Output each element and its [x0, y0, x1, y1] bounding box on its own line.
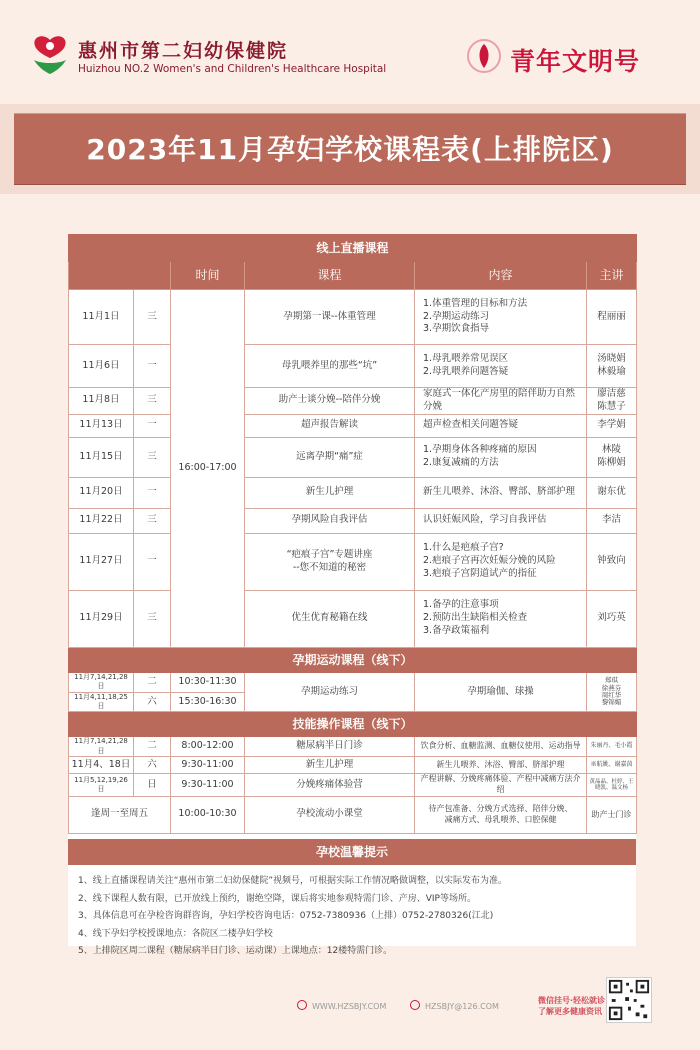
course-cell: 孕校流动小课堂 — [245, 796, 415, 833]
section-title-exercise: 孕期运动课程（线下） — [69, 647, 637, 672]
time-cell: 8:00-12:00 — [171, 737, 245, 757]
weekday-cell: 二 — [134, 672, 171, 692]
table-row — [69, 414, 637, 437]
date-cell: 11月4、18日 — [69, 757, 134, 774]
content-cell: 待产包准备、分娩方式选择、陪伴分娩、 减痛方式、母乳喂养、口腔保健 — [415, 796, 587, 833]
content-line: 1.母乳喂养常见误区 — [423, 353, 509, 365]
weekday-cell: 三 — [134, 388, 171, 415]
speaker-cell: 李洁 — [587, 508, 637, 533]
weekday-cell: 六 — [134, 757, 171, 774]
content-cell: 孕期瑜伽、球操 — [415, 672, 587, 712]
date-cell: 11月4,11,18,25日 — [69, 692, 134, 712]
time-cell: 9:30-11:00 — [171, 774, 245, 797]
weekday-cell: 一 — [134, 414, 171, 437]
tips-title: 孕校温馨提示 — [68, 839, 636, 865]
header-course: 课程 — [245, 262, 415, 290]
speaker-cell: 李学娟 — [587, 414, 637, 437]
content-line: 1.备孕的注意事项 — [423, 599, 499, 611]
weekday-cell: 一 — [134, 345, 171, 388]
course-cell: 助产士谈分娩--陪伴分娩 — [245, 388, 415, 415]
content-line: 3.孕期饮食指导 — [423, 323, 490, 335]
footer-slogan-2: 了解更多健康资讯 — [538, 1007, 602, 1016]
table-row — [69, 477, 637, 508]
header-time: 时间 — [171, 262, 245, 290]
table-row — [69, 796, 637, 833]
course-cell: 分娩疼痛体验营 — [245, 774, 415, 797]
header-speaker: 主讲 — [587, 262, 637, 290]
table-header-row — [69, 262, 637, 290]
weekday-cell: 三 — [134, 437, 171, 477]
content-cell — [415, 414, 587, 437]
content-line: 1.体重管理的目标和方法 — [423, 297, 528, 309]
table-row — [69, 508, 637, 533]
date-cell: 11月29日 — [69, 590, 134, 647]
header — [0, 0, 700, 95]
content-cell — [415, 533, 587, 590]
web-icon — [297, 1000, 307, 1010]
header-content: 内容 — [415, 262, 587, 290]
content-cell — [415, 477, 587, 508]
speaker-cell: 郑琪 徐燕芬 周红华 黎锦媚 — [587, 672, 637, 712]
tip-item: 4、线下孕妇学校授课地点：各院区二楼孕妇学校 — [78, 928, 273, 939]
table-row — [69, 533, 637, 590]
date-cell: 11月6日 — [69, 345, 134, 388]
content-line: 1.孕期身体各种疼痛的原因 — [423, 444, 537, 456]
course-cell: 母乳喂养里的那些“坑” — [245, 345, 415, 388]
date-cell: 11月15日 — [69, 437, 134, 477]
footer-email[interactable]: HZSBJY@126.COM — [425, 1002, 499, 1011]
section-row-online — [69, 235, 637, 262]
table-row — [69, 345, 637, 388]
speaker-cell: 谢东优 — [587, 477, 637, 508]
footer — [0, 996, 700, 1050]
tip-item: 1、线上直播课程请关注“惠州市第二妇幼保健院”视频号，可根据实际工作情况略做调整，以实际发布为准。 — [78, 876, 508, 886]
footer-website[interactable]: WWW.HZSBJY.COM — [312, 1002, 387, 1011]
weekday-cell: 日 — [134, 774, 171, 797]
date-cell: 11月5,12,19,26日 — [69, 774, 134, 797]
table-row — [69, 672, 637, 692]
hospital-name-cn: 惠州市第二妇幼保健院 — [78, 40, 289, 62]
date-cell: 11月1日 — [69, 290, 134, 345]
tip-item: 3、具体信息可在孕检咨询群咨询，孕妇学校咨询电话：0752-7380936（上排）0752-2780326(江北) — [78, 911, 494, 921]
speaker-cell: 黄晶晶、杜婷、王晓凯、温文杨 — [587, 774, 637, 797]
course-cell: 新生儿护理 — [245, 477, 415, 508]
page-title: 2023年11月孕妇学校课程表(上排院区) — [86, 133, 614, 166]
table-row — [69, 437, 637, 477]
time-cell: 9:30-11:00 — [171, 757, 245, 774]
hospital-logo-icon — [30, 32, 70, 76]
time-cell: 10:30-11:30 — [171, 672, 245, 692]
weekday-cell: 三 — [134, 290, 171, 345]
hospital-name-en: Huizhou NO.2 Women's and Children's Healthcare Hospital — [78, 63, 387, 75]
course-cell: 超声报告解读 — [245, 414, 415, 437]
speaker-cell: 汤晓娟 林毅瑜 — [587, 345, 637, 388]
weekday-cell: 三 — [134, 590, 171, 647]
content-line: 2.预防出生缺陷相关检查 — [423, 612, 528, 624]
content-line: 认识妊娠风险，学习自我评估 — [423, 514, 547, 526]
content-line: 2.母乳喂养问题答疑 — [423, 366, 509, 377]
content-line: 2.孕期运动练习 — [423, 310, 490, 322]
speaker-cell: 廖洁慈 陈慧子 — [587, 388, 637, 415]
course-cell: 孕期第一课--体重管理 — [245, 290, 415, 345]
mail-icon — [410, 1000, 420, 1010]
weekday-cell: 二 — [134, 737, 171, 757]
content-cell: 产程讲解、分娩疼痛体验、产程中减痛方法介绍 — [415, 774, 587, 797]
header-date — [69, 262, 171, 290]
time-cell: 16:00-17:00 — [171, 290, 245, 648]
schedule-card — [68, 234, 636, 956]
content-line: 3.备孕政策福利 — [423, 625, 490, 637]
title-band — [0, 104, 700, 194]
date-cell: 11月7,14,21,28日 — [69, 672, 134, 692]
content-line: 1.什么是疤痕子宫? — [423, 542, 504, 554]
content-line: 新生儿喂养、沐浴、臀部、脐部护理 — [423, 486, 576, 498]
tip-item: 5、上排院区周二课程（糖尿病半日门诊、运动课）上课地点：12楼特需门诊。 — [78, 946, 393, 956]
content-cell — [415, 290, 587, 345]
speaker-cell: 助产士门诊 — [587, 796, 637, 833]
section-title-skills: 技能操作课程（线下） — [69, 712, 637, 737]
tips-section — [68, 839, 636, 961]
content-line: 2.康复减痛的方法 — [423, 457, 499, 469]
content-line: 2.疤痕子宫再次妊娠分娩的风险 — [423, 555, 556, 567]
content-line: 超声检查相关问题答疑 — [423, 419, 519, 431]
table-row — [69, 774, 637, 797]
date-cell: 11月20日 — [69, 477, 134, 508]
tip-item: 2、线下课程人数有限，已开放线上预约，谢绝空降，课后将实地参观特需门诊、产房、VIP等场所。 — [78, 893, 476, 904]
brand-title: 青年文明号 — [510, 47, 641, 76]
table-row — [69, 737, 637, 757]
speaker-cell: 程丽丽 — [587, 290, 637, 345]
speaker-cell: 林陵 陈柳娟 — [587, 437, 637, 477]
content-cell: 新生儿喂养、沐浴、臀部、脐部护理 — [415, 757, 587, 774]
date-cell: 11月22日 — [69, 508, 134, 533]
course-cell: 远离孕期“痛”症 — [245, 437, 415, 477]
weekday-cell: 三 — [134, 508, 171, 533]
weekday-cell: 一 — [134, 533, 171, 590]
date-cell: 逢周一至周五 — [69, 796, 171, 833]
course-cell: 优生优育秘籍在线 — [245, 590, 415, 647]
content-cell — [415, 388, 587, 415]
course-cell: 糖尿病半日门诊 — [245, 737, 415, 757]
weekday-cell: 六 — [134, 692, 171, 712]
footer-slogan-1: 微信挂号·轻松就诊 — [538, 996, 606, 1005]
section-row-exercise — [69, 647, 637, 672]
content-cell — [415, 345, 587, 388]
table-row — [69, 290, 637, 345]
speaker-cell: 巫航姚、谢嘉茵 — [587, 757, 637, 774]
table-row — [69, 388, 637, 415]
section-row-skills — [69, 712, 637, 737]
youth-civilization-logo-icon — [466, 36, 502, 76]
weekday-cell: 一 — [134, 477, 171, 508]
course-cell: “疤痕子宫”专题讲座 --您不知道的秘密 — [245, 533, 415, 590]
content-line: 家庭式一体化产房里的陪伴助力自然分娩 — [423, 388, 576, 412]
course-cell: 孕期运动练习 — [245, 672, 415, 712]
qr-code-icon[interactable] — [606, 977, 652, 1023]
content-cell: 饮食分析、血糖监测、血糖仪使用、运动指导 — [415, 737, 587, 757]
table-row — [69, 590, 637, 647]
speaker-cell: 钟致向 — [587, 533, 637, 590]
time-cell: 10:00-10:30 — [171, 796, 245, 833]
date-cell: 11月13日 — [69, 414, 134, 437]
course-cell: 新生儿护理 — [245, 757, 415, 774]
title-bar — [14, 113, 686, 185]
speaker-cell: 朱丽丹、毛小霞 — [587, 737, 637, 757]
course-cell: 孕期风险自我评估 — [245, 508, 415, 533]
content-line: 3.疤痕子宫阴道试产的指征 — [423, 568, 537, 580]
content-cell — [415, 508, 587, 533]
content-cell — [415, 437, 587, 477]
date-cell: 11月27日 — [69, 533, 134, 590]
time-cell: 15:30-16:30 — [171, 692, 245, 712]
section-title-online: 线上直播课程 — [69, 235, 637, 262]
schedule-table — [68, 234, 637, 834]
date-cell: 11月8日 — [69, 388, 134, 415]
date-cell: 11月7,14,21,28日 — [69, 737, 134, 757]
table-row — [69, 757, 637, 774]
content-cell — [415, 590, 587, 647]
tips-list — [68, 865, 636, 961]
speaker-cell: 刘巧英 — [587, 590, 637, 647]
